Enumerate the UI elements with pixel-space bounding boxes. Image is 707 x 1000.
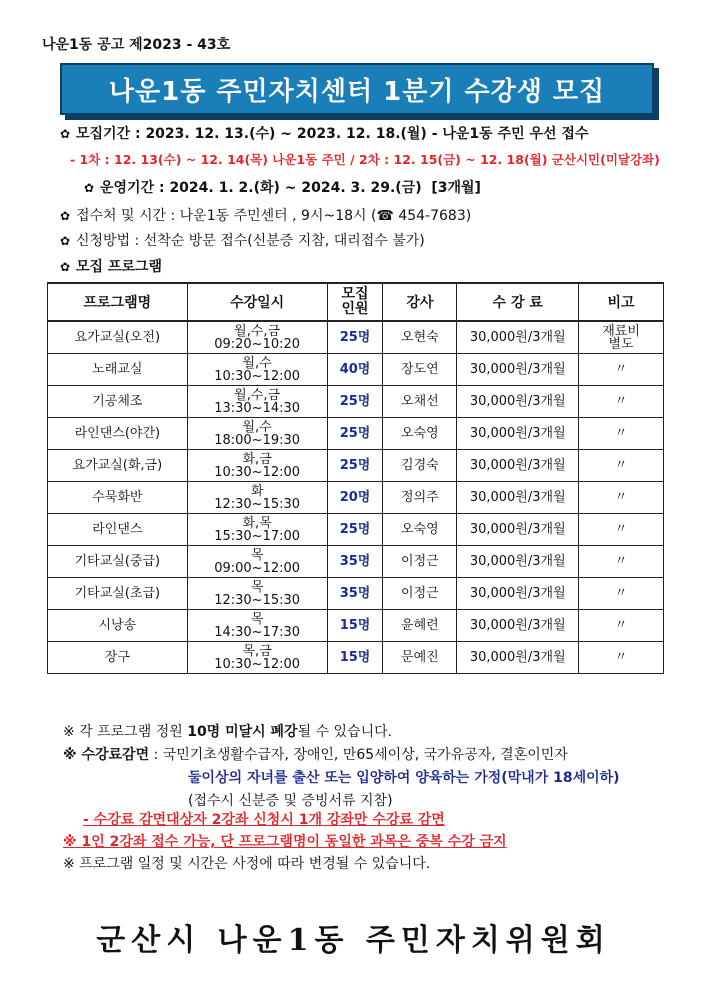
cell-fee: 30,000원/3개월 — [457, 578, 579, 610]
cell-note: 〃 — [579, 482, 664, 514]
cell-note: 〃 — [579, 450, 664, 482]
cell-fee: 30,000원/3개월 — [457, 386, 579, 418]
table-row — [48, 642, 664, 674]
cell-schedule — [187, 354, 327, 386]
cell-teacher: 오현숙 — [383, 321, 457, 354]
col-header-capacity: 모집 인원 — [327, 283, 383, 321]
cell-teacher: 이정근 — [383, 578, 457, 610]
cell-fee: 30,000원/3개월 — [457, 418, 579, 450]
cell-note: 〃 — [579, 642, 664, 674]
schedule-time: 14:30~17:30 — [214, 624, 301, 640]
cell-fee: 30,000원/3개월 — [457, 321, 579, 354]
schedule-days: 목,금 — [242, 643, 272, 659]
schedule-time: 09:20~10:20 — [214, 336, 301, 352]
note-closure-post: 될 수 있습니다. — [297, 724, 393, 740]
reception-info — [60, 205, 471, 225]
cell-schedule — [187, 482, 327, 514]
schedule-time: 12:30~15:30 — [214, 592, 301, 608]
cell-name: 요가교실(화,금) — [48, 450, 188, 482]
schedule-time: 13:30~14:30 — [214, 400, 301, 416]
operation-period-text: 운영기간 : 2024. 1. 2.(화) ~ 2024. 3. 29.(금) — [100, 180, 422, 196]
cell-name: 기공체조 — [48, 386, 188, 418]
cell-capacity: 25명 — [327, 450, 383, 482]
schedule-time: 10:30~12:00 — [214, 464, 301, 480]
cell-note: 〃 — [579, 514, 664, 546]
cell-capacity: 25명 — [327, 418, 383, 450]
cell-fee: 30,000원/3개월 — [457, 642, 579, 674]
cell-teacher: 이정근 — [383, 546, 457, 578]
cell-capacity: 35명 — [327, 578, 383, 610]
schedule-time: 10:30~12:00 — [214, 368, 301, 384]
schedule-days: 월,수,금 — [234, 387, 281, 403]
recruit-sub: - 1차 : 12. 13(수) ~ 12. 14(목) 나운1동 주민 / 2차 : 12. 15(금) ~ 12. 18(월) 군산시민(미달강좌) — [70, 152, 660, 167]
note-discount — [63, 744, 568, 764]
cell-fee: 30,000원/3개월 — [457, 354, 579, 386]
cell-capacity: 15명 — [327, 610, 383, 642]
cell-fee: 30,000원/3개월 — [457, 546, 579, 578]
schedule-days: 목 — [250, 547, 264, 563]
cell-note: 〃 — [579, 546, 664, 578]
cell-teacher: 오숙영 — [383, 418, 457, 450]
program-heading-text: 모집 프로그램 — [76, 259, 163, 275]
flower-bullet-icon: ✿ — [84, 181, 95, 195]
cell-capacity: 35명 — [327, 546, 383, 578]
schedule-time: 10:30~12:00 — [214, 656, 301, 672]
program-table — [47, 282, 664, 674]
note-discount-label: ※ 수강료감면 — [63, 747, 150, 763]
operation-months: [3개월] — [431, 180, 481, 196]
note-closure-bold: 10명 미달시 폐강 — [187, 724, 298, 740]
cell-note: 〃 — [579, 610, 664, 642]
cell-fee: 30,000원/3개월 — [457, 514, 579, 546]
table-row — [48, 610, 664, 642]
table-row — [48, 514, 664, 546]
cell-schedule — [187, 610, 327, 642]
table-row — [48, 386, 664, 418]
cell-name: 라인댄스(야간) — [48, 418, 188, 450]
cell-schedule — [187, 450, 327, 482]
col-header-teacher: 강사 — [383, 283, 457, 321]
cell-capacity: 40명 — [327, 354, 383, 386]
schedule-time: 15:30~17:00 — [214, 528, 301, 544]
note-schedule-change: ※ 프로그램 일정 및 시간은 사정에 따라 변경될 수 있습니다. — [63, 856, 431, 872]
schedule-days: 목 — [250, 579, 264, 595]
operation-period — [84, 177, 481, 197]
cell-schedule — [187, 321, 327, 354]
col-header-schedule: 수강일시 — [187, 283, 327, 321]
table-row — [48, 418, 664, 450]
note-closure-pre: ※ 각 프로그램 정원 — [63, 724, 188, 740]
table-header-row — [48, 283, 664, 321]
schedule-days: 화 — [250, 483, 264, 499]
cell-capacity: 25명 — [327, 321, 383, 354]
reception-text: 접수처 및 시간 : 나운1동 주민센터 , 9시~18시 (☎ 454-7683) — [76, 208, 472, 224]
cell-schedule — [187, 578, 327, 610]
footer-signature: 군산시 나운1동 주민자치위원회 — [96, 923, 611, 958]
cell-schedule — [187, 546, 327, 578]
cell-teacher: 오숙영 — [383, 514, 457, 546]
table-row — [48, 482, 664, 514]
page-title-banner — [60, 63, 654, 115]
table-row — [48, 450, 664, 482]
table-row — [48, 578, 664, 610]
cell-capacity: 20명 — [327, 482, 383, 514]
schedule-days: 월,수 — [242, 419, 272, 435]
cell-teacher: 정의주 — [383, 482, 457, 514]
cell-capacity: 25명 — [327, 514, 383, 546]
cell-fee: 30,000원/3개월 — [457, 482, 579, 514]
program-heading — [60, 256, 162, 276]
flower-bullet-icon: ✿ — [60, 260, 71, 274]
recruit-period — [60, 123, 588, 143]
table-row — [48, 546, 664, 578]
cell-teacher: 오채선 — [383, 386, 457, 418]
cell-capacity: 15명 — [327, 642, 383, 674]
method-text: 신청방법 : 선착순 방문 접수(신분증 지참, 대리접수 불가) — [76, 233, 425, 249]
cell-schedule — [187, 642, 327, 674]
flower-bullet-icon: ✿ — [60, 127, 71, 141]
schedule-days: 월,수,금 — [234, 323, 281, 339]
cell-note: 〃 — [579, 418, 664, 450]
cell-teacher: 문예진 — [383, 642, 457, 674]
note-duplicate: ※ 1인 2강좌 접수 가능, 단 프로그램명이 동일한 과목은 중복 수강 금지 — [63, 834, 507, 850]
cell-note: 〃 — [579, 578, 664, 610]
cell-teacher: 장도연 — [383, 354, 457, 386]
cell-teacher: 김경숙 — [383, 450, 457, 482]
schedule-time: 12:30~15:30 — [214, 496, 301, 512]
schedule-time: 18:00~19:30 — [214, 432, 301, 448]
cell-schedule — [187, 514, 327, 546]
notice-number: 나운1동 공고 제2023 - 43호 — [42, 37, 231, 53]
schedule-days: 화,금 — [242, 451, 272, 467]
cell-schedule — [187, 386, 327, 418]
cell-name: 장구 — [48, 642, 188, 674]
col-header-fee: 수 강 료 — [457, 283, 579, 321]
table-row — [48, 354, 664, 386]
note-discount-list: : 국민기초생활수급자, 장애인, 만65세이상, 국가유공자, 결혼이민자 — [149, 747, 568, 763]
application-method — [60, 230, 425, 250]
cell-capacity: 25명 — [327, 386, 383, 418]
cell-name: 기타교실(초급) — [48, 578, 188, 610]
cell-note: 〃 — [579, 386, 664, 418]
cell-fee: 30,000원/3개월 — [457, 610, 579, 642]
col-header-name: 프로그램명 — [48, 283, 188, 321]
cell-name: 라인댄스 — [48, 514, 188, 546]
table-row — [48, 321, 664, 354]
cell-name: 요가교실(오전) — [48, 321, 188, 354]
schedule-days: 목 — [250, 611, 264, 627]
flower-bullet-icon: ✿ — [60, 234, 71, 248]
cell-teacher: 윤혜련 — [383, 610, 457, 642]
cell-name: 수묵화반 — [48, 482, 188, 514]
cell-name: 시낭송 — [48, 610, 188, 642]
note-discount-limit: - 수강료 감면대상자 2강좌 신청시 1개 강좌만 수강료 감면 — [83, 812, 445, 828]
cell-note: 재료비 별도 — [579, 321, 664, 354]
note-discount-family: 둘이상의 자녀를 출산 또는 입양하여 양육하는 가정(막내가 18세이하) — [188, 770, 620, 786]
col-header-note: 비고 — [579, 283, 664, 321]
schedule-days: 월,수 — [242, 355, 272, 371]
cell-note: 〃 — [579, 354, 664, 386]
recruit-period-text: 모집기간 : 2023. 12. 13.(수) ~ 2023. 12. 18.(월) - 나운1동 주민 우선 접수 — [76, 126, 589, 142]
schedule-days: 화,목 — [242, 515, 272, 531]
page-title: 나운1동 주민자치센터 1분기 수강생 모집 — [108, 76, 606, 107]
note-closure — [63, 721, 392, 741]
cell-fee: 30,000원/3개월 — [457, 450, 579, 482]
schedule-time: 09:00~12:00 — [214, 560, 301, 576]
note-discount-docs: (접수시 신분증 및 증빙서류 지참) — [188, 793, 393, 809]
cell-name: 기타교실(중급) — [48, 546, 188, 578]
flower-bullet-icon: ✿ — [60, 209, 71, 223]
cell-name: 노래교실 — [48, 354, 188, 386]
cell-schedule — [187, 418, 327, 450]
